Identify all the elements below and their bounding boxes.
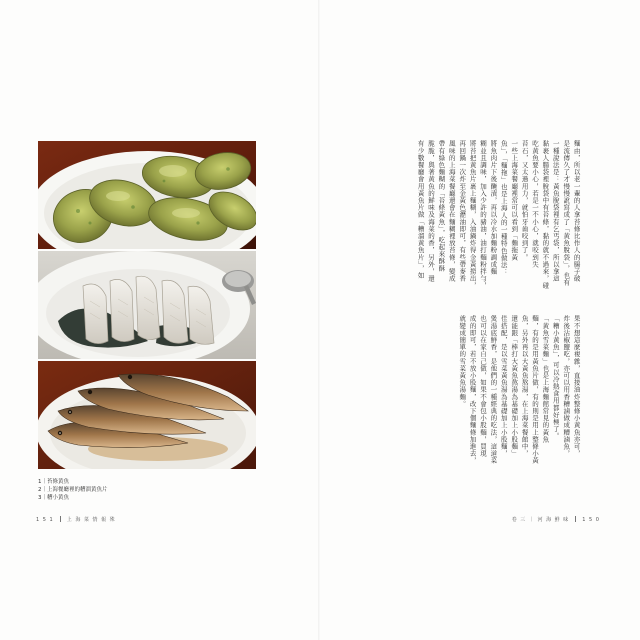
text-column: 「黃魚雪菜麵」也是上海麵館常見的黃魚 (541, 315, 550, 443)
text-column: 佳搭配，是以雪菜黃魚湯為基礎加上小股麵， (499, 315, 508, 457)
photo-fried-croaker (38, 141, 256, 249)
text-column: 帶有綠色麵糊的「苔條黃魚」，吃起來酥酥 (437, 140, 446, 272)
text-column: 魚」，「麵拖」也是上海人的一種特色做法： (499, 140, 508, 276)
text-column: 吃黃魚要小心，若是一不小心，就咬到失 (531, 140, 539, 268)
text-column: 麵，有的是用黃魚片做，有的則是用上整條小黃 (531, 315, 539, 465)
left-running-head: 上 海 菜 情 報 殊 (66, 517, 116, 523)
caption-2: 2｜上海餐廳裡的糟溜黃魚片 (38, 487, 108, 493)
text-column: 將苔把黃魚片裹上麵糊，入油鍋炸得金黃撈出， (468, 140, 477, 290)
right-page-number: 1 5 0 (582, 517, 600, 523)
right-folio (512, 516, 600, 523)
text-column: 黏裹人腸袋裡脫袋中有苔條，黏的就不過來，碰 (541, 140, 550, 290)
text-column: 是流傳久了才慢慢訛寫成了「黃魚脫袋」，也有 (562, 140, 571, 286)
text-column: 脆脆，與著黃魚的鮮味及海菜的香，另外，還 (427, 140, 435, 282)
left-page-number: 1 5 1 (36, 517, 54, 523)
left-folio (36, 516, 116, 523)
text-column: 有少數餐廳會用黃魚片做「糟溜黃魚片」，如 (416, 140, 425, 279)
text-column: 「糟小黃魚」，可以冷熱食用都好極了。 (551, 315, 560, 440)
text-column: 糊並且調味，加入少許的豬油，油打麵粉拌勻， (479, 140, 487, 290)
text-column: 成的即可，若不放小股麵，改下個麵條加進去， (468, 315, 477, 465)
text-column: 將魚肉片下後醃漬，再以冷水加麵粉調成麵 (489, 140, 498, 275)
photo-steamed-fillets (38, 251, 256, 359)
text-column: 一些上海菜餐廳裡常可以看到「麵拖黃 (510, 140, 519, 261)
text-column: 果不想這麼複雜，直接油炸整條小黃魚亦可， (572, 315, 581, 457)
right-running-head: 卷 三 ｜ 河 海 鮮 味 (511, 517, 570, 523)
text-column: 也可以在家自己做，如果不會包小股麵，買現 (479, 315, 487, 457)
text-column: 煲湯底鮮香，是他們的一種經典的吃法，這道菜 (489, 315, 498, 465)
text-column: 苔石，又太過用力，就怕牙齒咬到了。 (520, 140, 529, 261)
photo-captions (38, 478, 268, 502)
text-column: 麵由，所以老一輩的人拿苔條比作人的腸子破 (572, 140, 581, 282)
caption-1: 1｜苔條黃魚 (38, 479, 70, 485)
text-column: 風味的上海菜餐廳還會在麵糊裡放苔條，變成 (447, 140, 456, 282)
text-column: 還能跟「棒打大黃魚熬湯為基礎加上小股麵」 (510, 315, 519, 457)
photo-small-croakers (38, 361, 256, 469)
right-page (320, 0, 640, 640)
text-column: 再回鍋一次炸至金黃色瀝油即可，有些帶麥香 (458, 140, 467, 282)
text-column: 就變成簡單的雪菜黃魚湯麵。 (458, 315, 467, 408)
text-column: 一種說法是：黃魚脫袋裡有乞丐袋，所以拿這 (551, 140, 560, 282)
caption-3: 3｜糟小黃魚 (38, 495, 70, 501)
text-column: 魚，另外再以大黃魚熬湯，在上海菜餐館中， (520, 315, 529, 457)
text-column: 炸後沾椒鹽吃，亦可以用香糟滷做成糟滷魚， (562, 315, 571, 457)
